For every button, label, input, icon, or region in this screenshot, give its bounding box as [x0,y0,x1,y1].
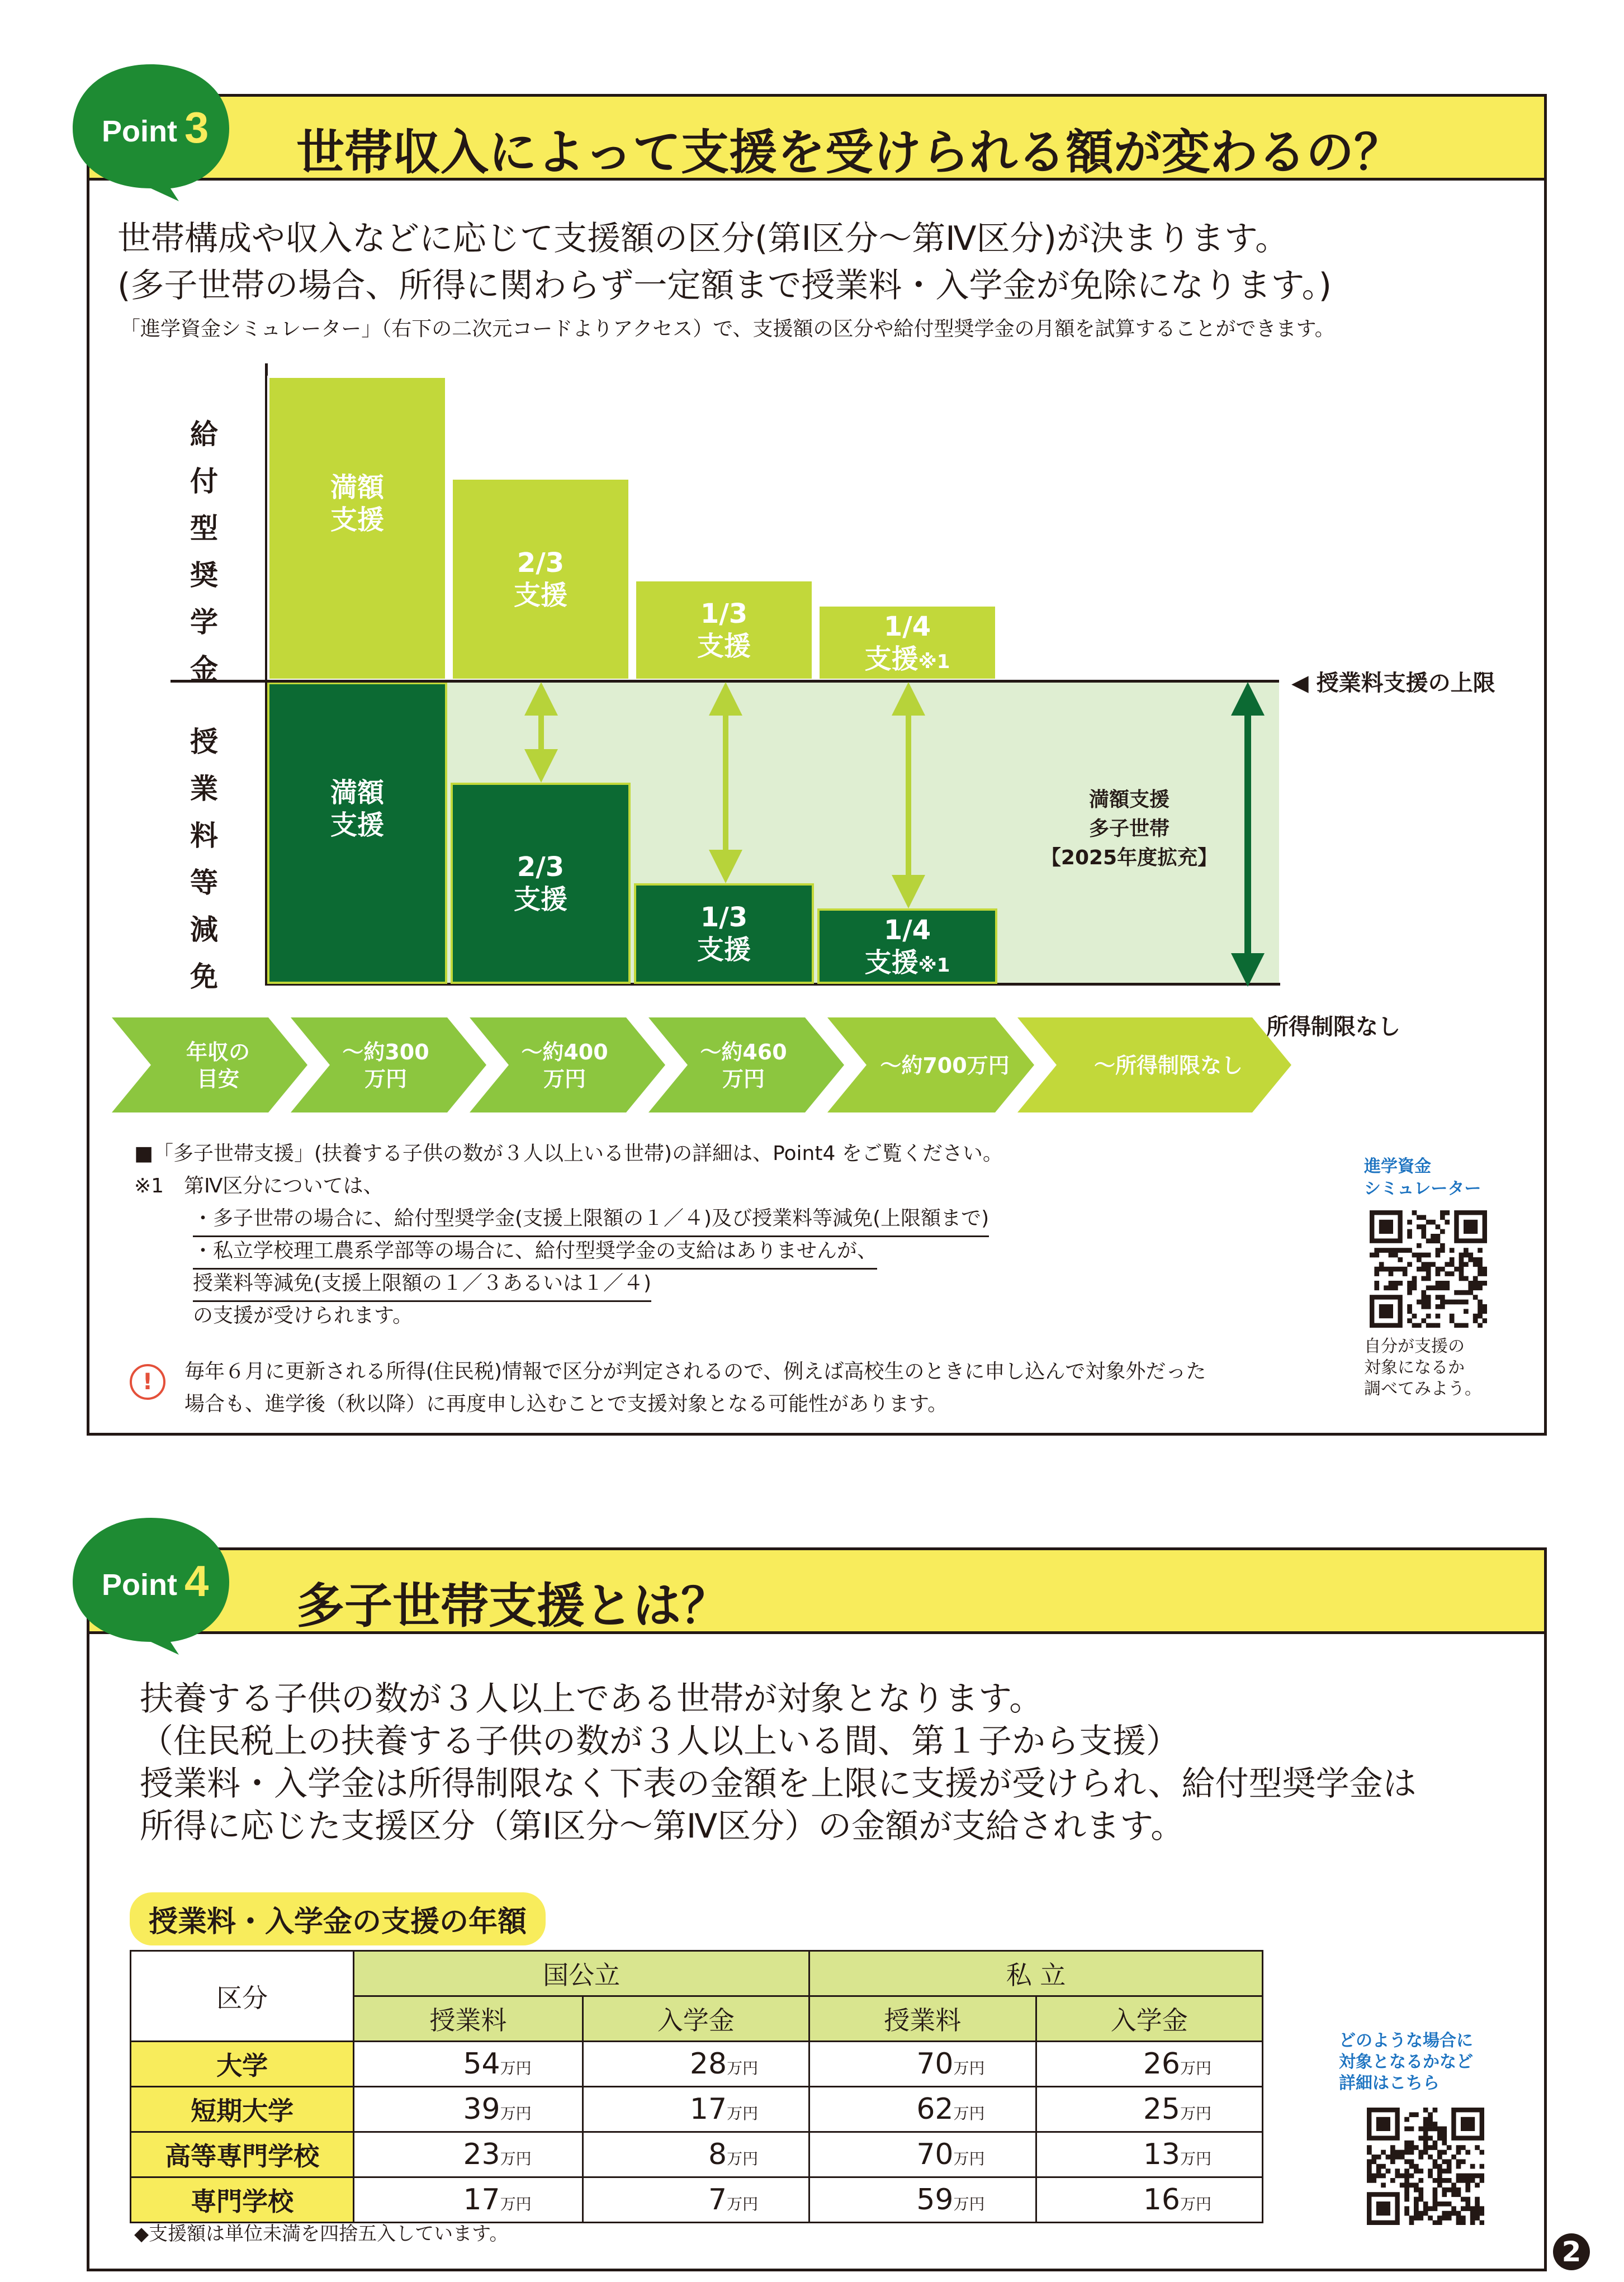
col-public-tuition: 授業料 [354,1996,583,2042]
col-private-tuition: 授業料 [809,1996,1036,2042]
income-label-4: ～約460 万円 [700,1040,787,1091]
row-name: 大学 [131,2042,354,2087]
cell-value: 70 [916,2138,954,2171]
support-table [130,1950,1263,2223]
scholarship-bar-label-1: 満額 支援 [330,472,384,536]
point4-badge [67,1512,235,1658]
cell-value: 8 [708,2138,727,2171]
multi-child-label: 満額支援 多子世帯 【2025年度拡充】 [1040,788,1218,869]
point4-badge-word: Point [102,1568,177,1602]
col-group-private: 私 立 [809,1951,1263,1996]
point3-intro-small: 「進学資金シミュレーター」（右下の二次元コードよりアクセス）で、支援額の区分や給付型奨学金の月額を試算することができます。 [120,318,1335,340]
table-row: 短期大学 39万円 17万円 62万円 25万円 [131,2087,1263,2132]
income-label-3: ～約400 万円 [521,1040,608,1091]
col-kubun: 区分 [131,1951,354,2042]
note-bullet-1: ・多子世帯の場合に、給付型奨学金(支援上限額の１／４)及び授業料等減免(上限額まで) [193,1202,989,1237]
tuition-bar-label-1: 満額 支援 [330,777,384,841]
no-limit-label: 所得制限なし [1266,1014,1400,1040]
tuition-cap-label: ◀ 授業料支援の上限 [1291,670,1495,696]
cell-value: 70 [916,2047,954,2081]
tuition-bar-label-3: 1/3 支援 [697,902,751,965]
qr-code-detail[interactable] [1367,2108,1484,2225]
point3-intro-line2: (多子世帯の場合、所得に関わらず一定額まで授業料・入学金が免除になります。) [117,266,1332,305]
point3-title: 世帯収入によって支援を受けられる額が変わるの？ [296,125,1402,181]
point4-line4: 所得に応じた支援区分（第Ⅰ区分～第Ⅳ区分）の金額が支給されます。 [140,1807,1185,1846]
note-bullet-3: 授業料等減免(支援上限額の１／３あるいは１／４) [193,1267,651,1302]
point4-title: 多子世帯支援とは？ [296,1578,729,1634]
cell-value: 17 [689,2092,727,2126]
income-label-1: 年収の 目安 [186,1040,250,1091]
table-row: 専門学校 17万円 7万円 59万円 16万円 [131,2177,1263,2223]
row-name: 短期大学 [131,2087,354,2132]
table-title: 授業料・入学金の支援の年額 [130,1892,546,1945]
note-bullet-2: ・私立学校理工農系学部等の場合に、給付型奨学金の支給はありませんが、 [193,1235,877,1270]
note-bullet-4: の支援が受けられます。 [193,1304,413,1327]
chart-arrows [0,0,1624,1006]
cell-value: 17 [463,2183,500,2217]
qr-detail-line1: どのような場合に [1339,2031,1473,2051]
qr-simulator-title2: シミュレーター [1364,1179,1481,1199]
cell-value: 28 [689,2047,727,2081]
scholarship-bar-label-3: 1/3 支援 [697,598,751,662]
cell-value: 16 [1143,2183,1180,2217]
point3-intro-line1: 世帯構成や収入などに応じて支援額の区分(第Ⅰ区分～第Ⅳ区分)が決まります。 [117,219,1289,258]
point3-badge-number: 3 [184,103,209,152]
table-footnote: ◆支援額は単位未満を四捨五入しています。 [134,2223,509,2245]
cell-value: 25 [1143,2092,1180,2126]
cell-value: 54 [463,2047,500,2081]
qr-detail-line2: 対象となるかなど [1339,2052,1473,2072]
cell-value: 39 [463,2092,500,2126]
qr-detail-line3: 詳細はこちら [1339,2073,1440,2093]
page-number: 2 [1553,2233,1590,2270]
point3-badge-word: Point [102,115,177,148]
income-label-6: ～所得制限なし [1093,1053,1243,1078]
scholarship-bar-label-2: 2/3 支援 [513,547,567,611]
scholarship-axis-label: 給 付 型 奨 学 金 [190,418,218,685]
cell-value: 59 [916,2183,954,2217]
tuition-bar-label-2: 2/3 支援 [513,851,567,915]
cell-value: 7 [708,2183,727,2217]
row-name: 高等専門学校 [131,2132,354,2177]
warning-line2: 場合も、進学後（秋以降）に再度申し込むことで支援対象となる可能性があります。 [184,1393,948,1415]
income-label-2: ～約300 万円 [342,1040,429,1091]
qr-simulator-caption: 自分が支援の 対象になるか 調べてみよう。 [1364,1337,1481,1399]
qr-simulator-title1: 進学資金 [1364,1157,1431,1176]
cell-value: 26 [1143,2047,1180,2081]
point4-line1: 扶養する子供の数が３人以上である世帯が対象となります。 [140,1679,1043,1718]
qr-code-simulator[interactable] [1370,1210,1487,1328]
table-row: 高等専門学校 23万円 8万円 70万円 13万円 [131,2132,1263,2177]
col-private-admission: 入学金 [1036,1996,1262,2042]
scholarship-bar-label-4: 1/4 支援※1 [864,611,950,675]
cell-value: 62 [916,2092,954,2126]
note-asterisk: ※1 第Ⅳ区分については、 [134,1175,383,1197]
tuition-axis-label: 授 業 料 等 減 免 [190,726,218,993]
col-group-public: 国公立 [354,1951,809,1996]
cell-value: 13 [1143,2138,1180,2171]
row-name: 専門学校 [131,2177,354,2223]
note-multi-child: ■「多子世帯支援」(扶養する子供の数が３人以上いる世帯)の詳細は、Point4 をご覧ください。 [134,1142,1003,1165]
col-public-admission: 入学金 [583,1996,809,2042]
tuition-bar-label-4: 1/4 支援※1 [864,915,950,978]
point4-line2: （住民税上の扶養する子供の数が３人以上いる間、第１子から支援） [140,1722,1180,1761]
point4-banner [89,1550,1544,1634]
table-row: 大学 54万円 28万円 70万円 26万円 [131,2042,1263,2087]
cell-value: 23 [463,2138,500,2171]
point4-badge-number: 4 [184,1556,209,1606]
point4-line3: 授業料・入学金は所得制限なく下表の金額を上限に支援が受けられ、給付型奨学金は [140,1764,1417,1803]
warning-line1: 毎年６月に更新される所得(住民税)情報で区分が判定されるので、例えば高校生のときに申し込んで対象外だった [184,1360,1206,1383]
income-label-5: ～約700万円 [880,1053,1010,1078]
warning-icon: ! [130,1364,165,1400]
